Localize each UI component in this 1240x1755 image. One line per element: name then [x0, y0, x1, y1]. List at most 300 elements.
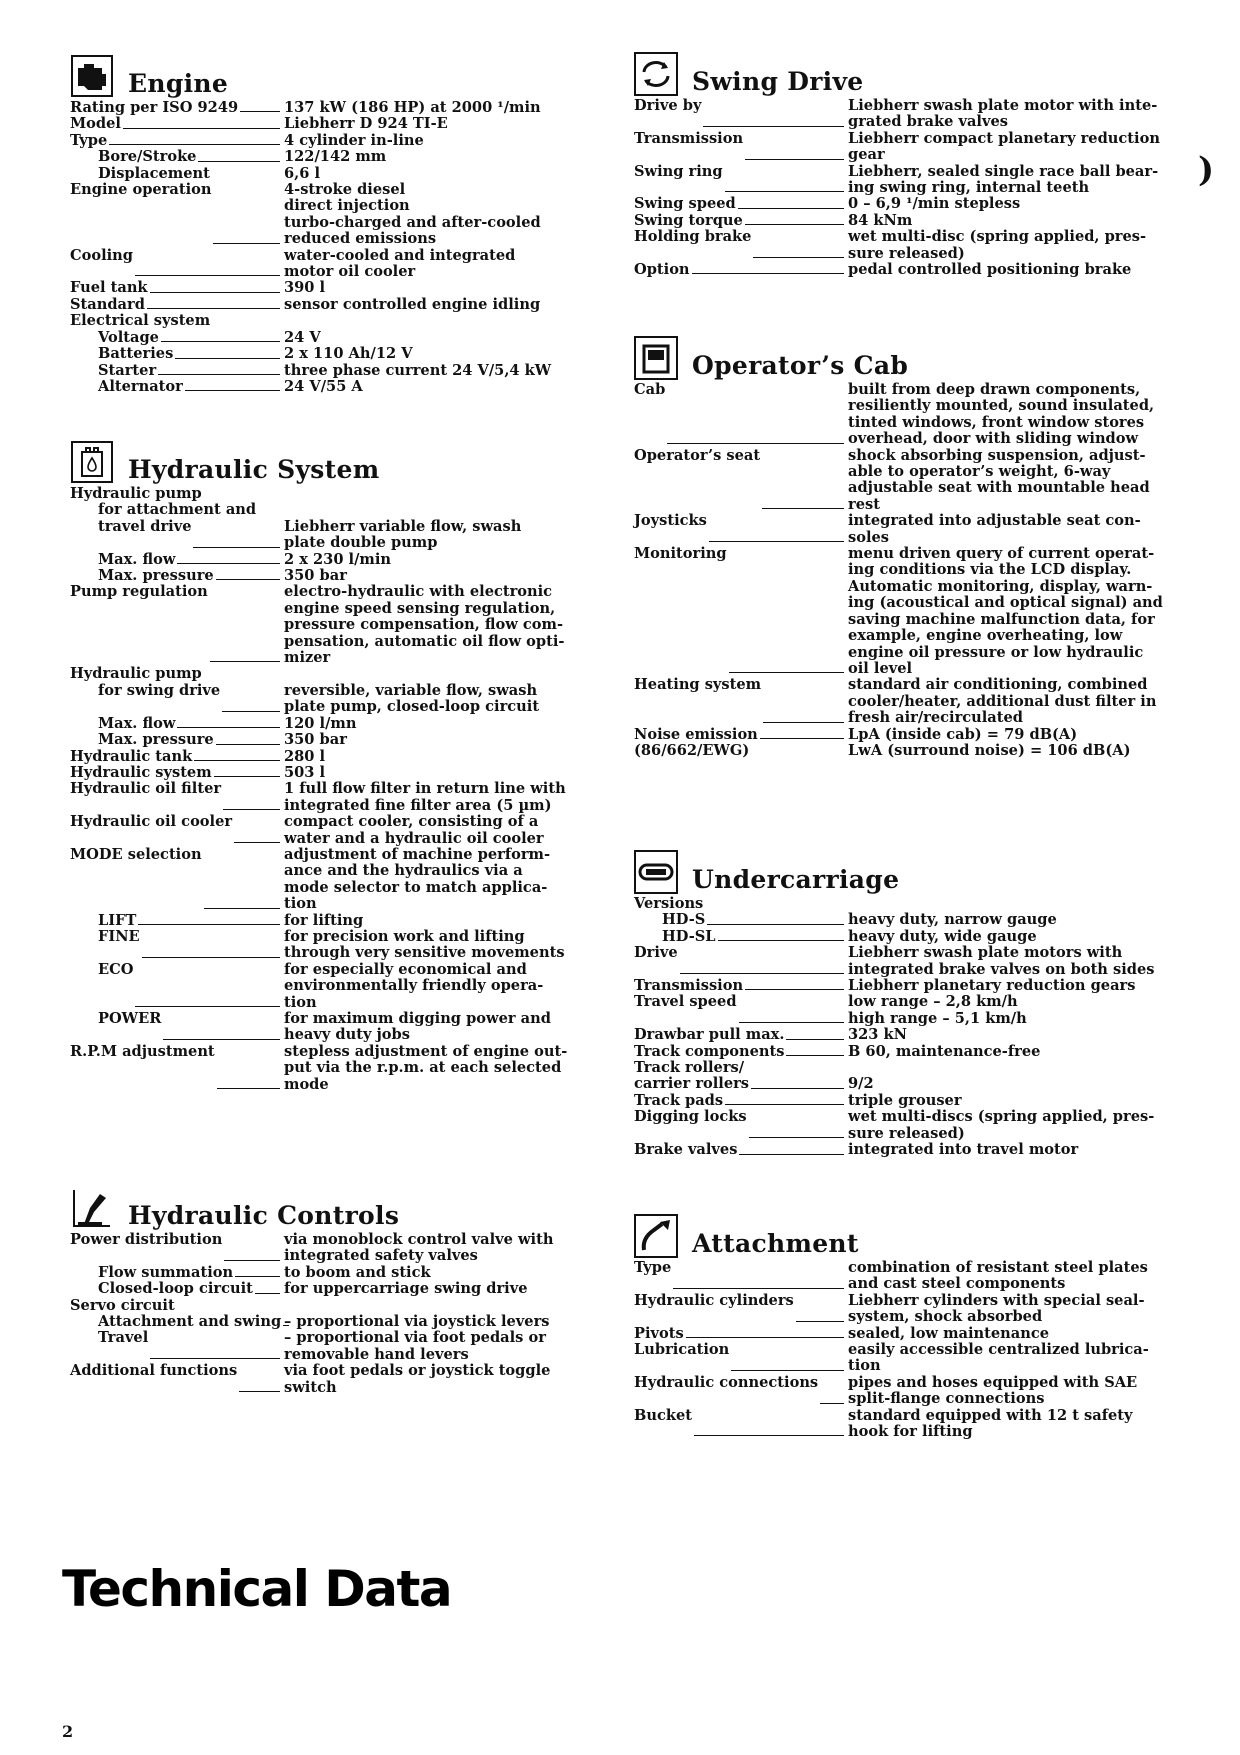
- spec-label: [634, 213, 846, 229]
- spec-label-text: R.P.M adjustment: [70, 1042, 215, 1060]
- leader-line: [177, 716, 280, 728]
- spec-row: [634, 994, 1174, 1027]
- spec-row: [70, 248, 610, 281]
- leader-line: [255, 1281, 280, 1293]
- spec-value: 0 – 6,9 ¹/min stepless: [848, 195, 1021, 213]
- spec-row: [634, 1060, 1174, 1076]
- section-hydraulic-system: [70, 436, 610, 1093]
- spec-row: [634, 1076, 1174, 1092]
- spec-label: [634, 382, 846, 448]
- spec-value: for lifting: [284, 911, 364, 929]
- spec-label-text: carrier rollers: [634, 1075, 750, 1093]
- spec-label-text: Pivots: [634, 1324, 684, 1342]
- spec-label: [70, 149, 282, 165]
- spec-label-text: Cab: [634, 381, 666, 398]
- spec-label: [70, 765, 282, 781]
- spec-label: [70, 1044, 282, 1093]
- spec-value: water-cooled and integrated motor oil cooler: [284, 246, 516, 281]
- spec-label-text: Cooling: [70, 246, 133, 264]
- spec-value: [282, 666, 610, 682]
- spec-row: [634, 929, 1174, 945]
- page-title: Technical Data: [62, 1560, 452, 1618]
- section-attachment: [634, 1210, 1174, 1440]
- spec-label-text: Bore/Stroke: [98, 148, 197, 166]
- spec-value: [846, 1060, 1174, 1076]
- spec-value: 350 bar: [284, 731, 347, 749]
- spec-label: [634, 1326, 846, 1342]
- spec-row: [634, 1093, 1174, 1109]
- spec-row: [634, 98, 1174, 131]
- spec-row: [70, 1044, 610, 1093]
- spec-value: Liebherr cylinders with special seal- system, shock absorbed: [848, 1291, 1145, 1326]
- spec-label: [70, 552, 282, 568]
- spec-label: [634, 1044, 846, 1060]
- section-title: Engine: [128, 69, 229, 98]
- spec-label-text: Batteries: [98, 345, 174, 363]
- spec-value: 24 V: [284, 328, 321, 346]
- spec-label: [634, 677, 846, 726]
- spec-value: compact cooler, consisting of a water and a hydraulic oil cooler: [284, 813, 544, 847]
- spec-value: [282, 1298, 610, 1314]
- spec-label: [70, 502, 282, 518]
- spec-value: 350 bar: [284, 567, 347, 585]
- spec-value: adjustment of machine perform- ance and the hydraulics via a mode selector to match applica- tion: [284, 845, 551, 913]
- spec-value: Liebherr swash plate motors with integrated brake valves on both sides: [848, 944, 1155, 978]
- spec-label-text: travel drive: [98, 517, 192, 535]
- leader-line: [204, 847, 280, 909]
- spec-label: [70, 1298, 282, 1314]
- spec-label: [70, 1011, 282, 1044]
- spec-label: [70, 313, 282, 329]
- spec-value: 24 V/55 A: [284, 377, 363, 395]
- spec-label: [70, 100, 282, 116]
- section-header: [634, 332, 1174, 382]
- spec-label: [70, 133, 282, 149]
- spec-row: [70, 116, 610, 132]
- spec-value: Liebherr compact planetary reduction gear: [848, 129, 1160, 164]
- spec-row: [634, 743, 1174, 759]
- spec-label-text: Travel: [98, 1329, 149, 1347]
- leader-line: [222, 683, 280, 712]
- spec-label: [70, 1363, 282, 1396]
- spec-row: [70, 166, 610, 182]
- spec-value: integrated into travel motor: [848, 1141, 1079, 1159]
- spec-value: 122/142 mm: [284, 148, 387, 166]
- spec-label-text: Electrical system: [70, 312, 211, 330]
- spec-row: [634, 213, 1174, 229]
- spec-value: standard air conditioning, combined cooler/heater, additional dust filter in fresh air/recirculated: [848, 676, 1157, 727]
- spec-label-text: Drawbar pull max.: [634, 1026, 785, 1044]
- spec-label: [70, 913, 282, 929]
- leader-line: [751, 1076, 844, 1088]
- leader-line: [235, 1265, 280, 1277]
- section-undercarriage: [634, 846, 1174, 1159]
- spec-value: 4 cylinder in-line: [284, 131, 424, 149]
- spec-row: [634, 1375, 1174, 1408]
- spec-value: Liebherr, sealed single race ball bear- ing swing ring, internal teeth: [848, 162, 1159, 197]
- leader-line: [707, 912, 844, 924]
- spec-value: sensor controlled engine idling: [284, 295, 541, 313]
- spec-label-text: Hydraulic system: [70, 763, 212, 781]
- bucket-arm-icon: [634, 1214, 678, 1258]
- spec-row: [70, 346, 610, 362]
- spec-row: [70, 716, 610, 732]
- leader-line: [786, 1044, 844, 1056]
- spec-row: [70, 486, 610, 502]
- spec-label-text: Heating system: [634, 676, 762, 694]
- spec-value: 503 l: [284, 763, 326, 781]
- spec-value: heavy duty, narrow gauge: [848, 911, 1057, 929]
- leader-line: [158, 363, 280, 375]
- spec-label-text: POWER: [98, 1010, 162, 1027]
- spec-label-text: Servo circuit: [70, 1296, 175, 1314]
- leader-line: [234, 814, 280, 843]
- spec-label-text: Track pads: [634, 1091, 724, 1109]
- spec-row: [70, 814, 610, 847]
- spec-label: [634, 98, 846, 131]
- spec-value: 120 l/mn: [284, 714, 357, 732]
- spec-label-text: Max. flow: [98, 714, 176, 732]
- spec-label-text: Standard: [70, 295, 145, 313]
- spec-label: [70, 166, 282, 182]
- hydraulic-tank-icon: [70, 440, 114, 484]
- spec-value: Liebherr swash plate motor with inte- grated brake valves: [848, 97, 1158, 131]
- spec-value: pipes and hoses equipped with SAE split-flange connections: [848, 1373, 1138, 1408]
- spec-label-text: Hydraulic oil filter: [70, 780, 222, 798]
- spec-label: [70, 781, 282, 814]
- section-header: [70, 1182, 610, 1232]
- leader-line: [718, 929, 844, 941]
- spec-row: [70, 749, 610, 765]
- leader-line: [142, 929, 280, 958]
- spec-label-text: Rating per ISO 9249: [70, 99, 239, 116]
- spec-label-text: Attachment and swing: [98, 1313, 282, 1331]
- spec-row: [634, 1027, 1174, 1043]
- spec-value: [282, 313, 610, 329]
- leader-line: [210, 584, 280, 662]
- spec-row: [634, 1326, 1174, 1342]
- spec-row: [70, 519, 610, 552]
- spec-list: [634, 1260, 1174, 1440]
- spec-value: heavy duty, wide gauge: [848, 927, 1037, 945]
- spec-label: [70, 568, 282, 584]
- spec-value: via foot pedals or joystick toggle switch: [284, 1362, 551, 1396]
- leader-line: [239, 1363, 280, 1392]
- spec-row: [70, 1281, 610, 1297]
- spec-label-text: Travel speed: [634, 993, 737, 1011]
- leader-line: [709, 513, 844, 542]
- leader-line: [667, 382, 844, 444]
- spec-label-text: Monitoring: [634, 545, 727, 563]
- leader-line: [760, 727, 844, 739]
- leader-line: [150, 280, 280, 292]
- spec-label: [634, 131, 846, 164]
- spec-value: B 60, maintenance-free: [848, 1042, 1041, 1060]
- section-operators-cab: [634, 332, 1174, 759]
- spec-value: low range – 2,8 km/h high range – 5,1 km/h: [848, 993, 1027, 1027]
- leader-line: [753, 229, 844, 258]
- spec-label-text: Hydraulic oil cooler: [70, 813, 233, 831]
- spec-label: [70, 1330, 282, 1363]
- spec-label: [70, 182, 282, 248]
- spec-label: [70, 732, 282, 748]
- spec-label-text: Transmission: [634, 129, 744, 147]
- spec-value: 4-stroke diesel direct injection turbo-charged and after-cooled reduced emissions: [284, 181, 541, 248]
- spec-label: [634, 1408, 846, 1441]
- spec-row: [634, 1142, 1174, 1158]
- spec-row: [634, 546, 1174, 677]
- spec-list: [634, 98, 1174, 278]
- spec-label: [634, 1142, 846, 1158]
- spec-value: to boom and stick: [284, 1263, 431, 1281]
- spec-label: [70, 683, 282, 716]
- spec-label: [70, 962, 282, 1011]
- spec-value: wet multi-discs (spring applied, pres- sure released): [848, 1108, 1155, 1142]
- spec-label-text: Alternator: [98, 377, 183, 395]
- spec-label-text: Power distribution: [70, 1231, 223, 1248]
- spec-label-text: Fuel tank: [70, 279, 148, 297]
- spec-row: [634, 978, 1174, 994]
- spec-row: [70, 732, 610, 748]
- spec-row: [70, 182, 610, 248]
- spec-value: menu driven query of current operat- ing conditions via the LCD display. Automatic monitoring, display, warn- ing (acoustical and optical signal) and saving machine malfunction data, for example, engine overheating, low engine oil pressure or low hydraulic oil level: [848, 545, 1163, 677]
- spec-row: [70, 929, 610, 962]
- spec-value: for maximum digging power and heavy duty jobs: [284, 1010, 551, 1044]
- spec-label-text: Lubrication: [634, 1341, 730, 1359]
- leader-line: [680, 945, 844, 974]
- spec-label-text: Swing torque: [634, 211, 743, 229]
- leader-line: [217, 1044, 280, 1089]
- spec-label: [634, 262, 846, 278]
- spec-value: stepless adjustment of engine out- put via the r.p.m. at each selected mode: [284, 1042, 568, 1093]
- spec-row: [70, 962, 610, 1011]
- spec-row: [70, 330, 610, 346]
- spec-label: [634, 994, 846, 1027]
- spec-label-text: HD-SL: [662, 927, 716, 945]
- spec-label-text: (86/662/EWG): [634, 741, 750, 759]
- section-title: Hydraulic System: [128, 455, 380, 484]
- spec-label-text: Voltage: [98, 328, 159, 346]
- spec-label-text: Engine operation: [70, 181, 212, 199]
- section-header: [634, 48, 1174, 98]
- spec-value: Liebherr planetary reduction gears: [848, 977, 1136, 995]
- leader-line: [738, 196, 844, 208]
- leader-line: [731, 1342, 844, 1371]
- spec-label-text: LIFT: [98, 911, 137, 929]
- spec-value: Liebherr D 924 TI-E: [284, 115, 448, 133]
- spec-row: [634, 945, 1174, 978]
- spec-row: [70, 149, 610, 165]
- leader-line: [135, 962, 280, 1007]
- leader-line: [745, 131, 844, 160]
- spec-row: [70, 379, 610, 395]
- leader-line: [673, 1260, 844, 1289]
- section-title: Swing Drive: [692, 67, 864, 96]
- leader-line: [185, 379, 280, 391]
- spec-label-text: Track components: [634, 1042, 785, 1060]
- spec-label: [70, 929, 282, 962]
- leader-line: [786, 1027, 844, 1039]
- leader-line: [175, 346, 280, 358]
- spec-label-text: Swing ring: [634, 162, 723, 180]
- spec-row: [634, 896, 1174, 912]
- spec-label: [634, 448, 846, 514]
- spec-label-text: Displacement: [98, 164, 210, 182]
- spec-row: [70, 1011, 610, 1044]
- spec-row: [70, 666, 610, 682]
- spec-label-text: Brake valves: [634, 1141, 738, 1159]
- section-swing-drive: [634, 48, 1174, 278]
- spec-row: [634, 727, 1174, 743]
- spec-value: easily accessible centralized lubrica- tion: [848, 1341, 1149, 1375]
- leader-line: [216, 568, 280, 580]
- spec-value: three phase current 24 V/5,4 kW: [284, 361, 552, 379]
- leader-line: [725, 164, 844, 193]
- spec-value: – proportional via foot pedals or removable hand levers: [284, 1329, 546, 1363]
- section-header: [634, 846, 1174, 896]
- page-number: 2: [62, 1722, 74, 1741]
- spec-row: [70, 1298, 610, 1314]
- spec-label: [70, 280, 282, 296]
- spec-label-text: Max. flow: [98, 550, 176, 568]
- spec-row: [70, 363, 610, 379]
- spec-label: [634, 727, 846, 743]
- spec-label-text: Transmission: [634, 977, 744, 995]
- spec-label: [634, 546, 846, 677]
- spec-row: [634, 229, 1174, 262]
- leader-line: [729, 546, 844, 673]
- spec-label: [634, 1260, 846, 1293]
- spec-label-text: Max. pressure: [98, 731, 214, 749]
- spec-value: 323 kN: [848, 1026, 907, 1044]
- spec-row: [70, 781, 610, 814]
- leader-line: [745, 213, 844, 225]
- spec-label: [634, 1076, 846, 1092]
- spec-label-text: MODE selection: [70, 845, 202, 863]
- spec-label: [70, 346, 282, 362]
- spec-value: built from deep drawn components, resiliently mounted, sound insulated, tinted windows, front window stores overhead, door with sliding window: [848, 381, 1155, 448]
- spec-value: [846, 896, 1174, 912]
- spec-value: integrated into adjustable seat con- soles: [848, 512, 1141, 546]
- spec-label-text: Additional functions: [70, 1362, 238, 1380]
- spec-row: [634, 1044, 1174, 1060]
- leader-line: [745, 978, 844, 990]
- spec-value: reversible, variable flow, swash plate pump, closed-loop circuit: [284, 681, 540, 716]
- spec-label-text: for swing drive: [98, 681, 221, 699]
- spec-row: [634, 262, 1174, 278]
- spec-label: [70, 486, 282, 502]
- spec-label-text: Bucket: [634, 1406, 692, 1424]
- spec-value: LwA (surround noise) = 106 dB(A): [848, 741, 1131, 759]
- spec-row: [70, 1265, 610, 1281]
- section-header: [70, 436, 610, 486]
- spec-row: [634, 1342, 1174, 1375]
- spec-row: [634, 677, 1174, 726]
- leader-line: [224, 1232, 280, 1261]
- spec-label: [70, 363, 282, 379]
- section-engine: [70, 50, 610, 395]
- spec-row: [70, 913, 610, 929]
- spec-value: for uppercarriage swing drive: [284, 1280, 528, 1298]
- spec-label: [634, 978, 846, 994]
- leader-line: [762, 448, 844, 510]
- leader-line: [150, 1330, 280, 1359]
- swing-arrows-icon: [634, 52, 678, 96]
- spec-label-text: Model: [70, 115, 121, 133]
- spec-label: [70, 666, 282, 682]
- leader-line: [739, 1142, 844, 1154]
- spec-row: [70, 100, 610, 116]
- spec-label-text: Holding brake: [634, 228, 752, 246]
- spec-label: [634, 1293, 846, 1326]
- leader-line: [194, 749, 280, 761]
- spec-value: combination of resistant steel plates and cast steel components: [848, 1259, 1148, 1293]
- spec-label-text: Drive by: [634, 97, 702, 114]
- spec-label: [634, 743, 846, 759]
- spec-value: 137 kW (186 HP) at 2000 ¹/min: [284, 99, 541, 116]
- spec-label: [634, 164, 846, 197]
- spec-list: [70, 100, 610, 395]
- spec-row: [70, 847, 610, 913]
- leader-line: [135, 248, 280, 277]
- leader-line: [163, 1011, 280, 1040]
- spec-label-text: Type: [70, 131, 108, 149]
- leader-line: [138, 913, 280, 925]
- spec-value: 6,6 l: [284, 164, 321, 182]
- leader-line: [198, 149, 280, 161]
- spec-row: [634, 1109, 1174, 1142]
- leader-line: [694, 1408, 844, 1437]
- spec-row: [70, 1363, 610, 1396]
- margin-mark: ): [1198, 150, 1215, 190]
- spec-label: [70, 584, 282, 666]
- spec-row: [70, 297, 610, 313]
- spec-label-text: Versions: [634, 895, 704, 912]
- spec-label: [70, 116, 282, 132]
- spec-label-text: Hydraulic connections: [634, 1373, 819, 1391]
- spec-label-text: Joysticks: [634, 512, 707, 530]
- spec-label: [634, 229, 846, 262]
- spec-row: [70, 765, 610, 781]
- spec-value: 1 full flow filter in return line with integrated fine filter area (5 µm): [284, 780, 566, 814]
- spec-label-text: Option: [634, 261, 690, 279]
- spec-label-text: Starter: [98, 361, 157, 379]
- spec-list: [70, 1232, 610, 1396]
- leader-line: [161, 330, 280, 342]
- leader-line: [796, 1293, 844, 1322]
- spec-label-text: Pump regulation: [70, 583, 208, 601]
- spec-value: 390 l: [284, 279, 326, 297]
- leader-line: [109, 133, 280, 145]
- spec-row: [70, 1314, 610, 1330]
- leader-line: [739, 994, 844, 1023]
- spec-value: Liebherr variable flow, swash plate double pump: [284, 517, 522, 552]
- spec-value: – proportional via joystick levers: [284, 1313, 550, 1331]
- spec-label: [70, 1265, 282, 1281]
- spec-label: [70, 1232, 282, 1265]
- spec-row: [634, 382, 1174, 448]
- spec-label: [70, 749, 282, 765]
- spec-value: via monoblock control valve with integrated safety valves: [284, 1231, 554, 1265]
- spec-row: [634, 131, 1174, 164]
- spec-label: [634, 1342, 846, 1375]
- spec-label: [634, 1060, 846, 1076]
- spec-value: [282, 486, 610, 502]
- spec-label-text: Type: [634, 1259, 672, 1276]
- leader-line: [240, 100, 280, 112]
- spec-label-text: Digging locks: [634, 1108, 747, 1126]
- spec-label: [70, 297, 282, 313]
